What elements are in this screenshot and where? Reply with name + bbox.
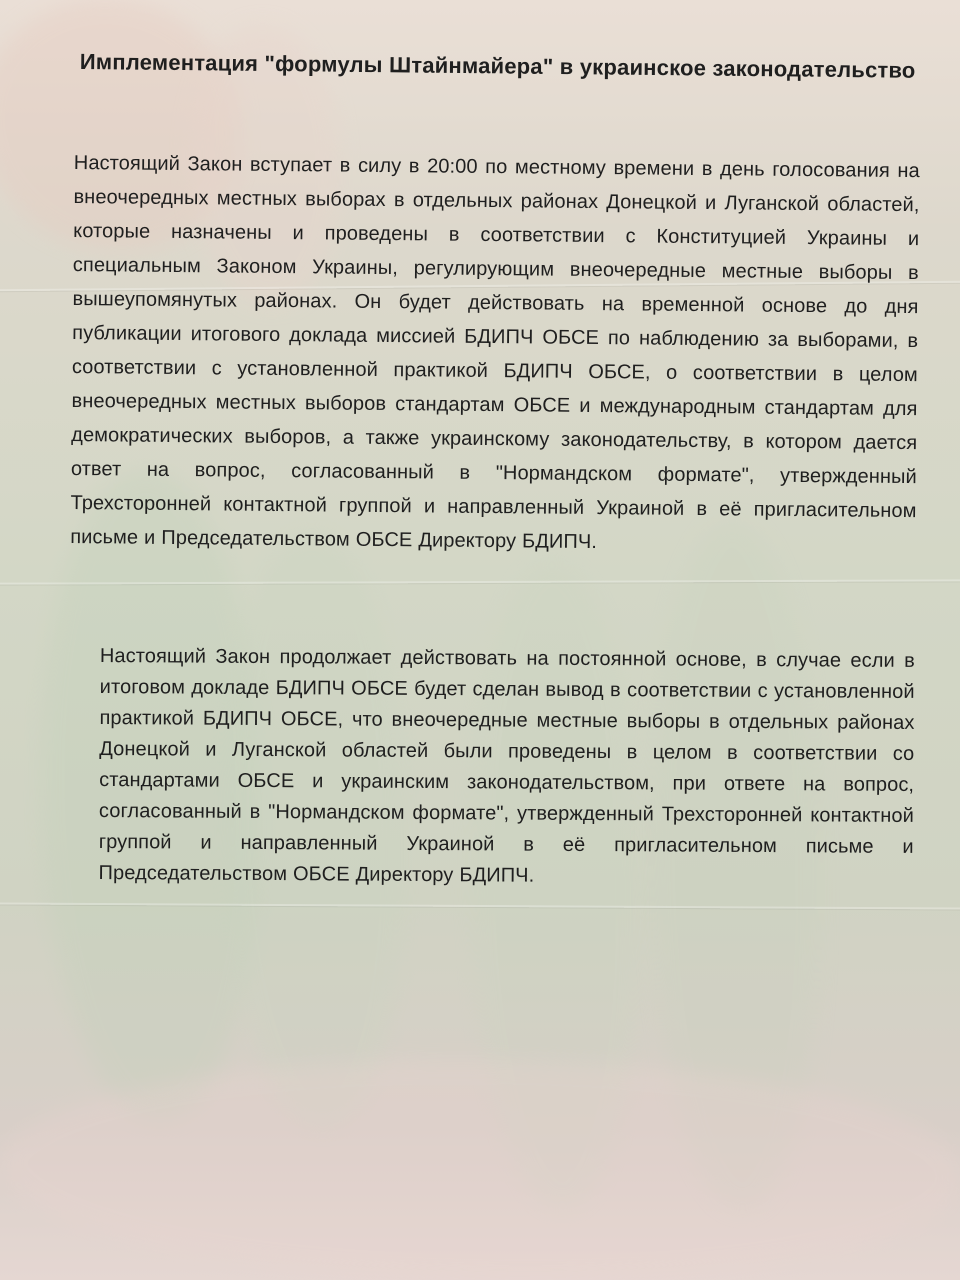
document-paragraph-1: Настоящий Закон вступает в силу в 20:00 по местному времени в день голосования на внеочередных местных выборах в отдельных районах Донецкой и Луганской областей, которые назначены и проведены в соответствии с Конституцией Украины и специальным Законом Украины, регулирующим внеочередные местные выборы в вышеупомянутых районах. Он будет действовать на временной основе до дня публикации итогового доклада миссией БДИПЧ ОБСЕ по наблюдению за выборами, в соответствии с установленной практикой БДИПЧ ОБСЕ, о соответствии в целом внеочередных местных выборов стандартам ОБСЕ и международным стандартам для демократических выборов, а также украинскому законодательству, в котором дается ответ на вопрос, согласованный в "Нормандском формате", утвержденный Трехсторонней контактной группой и направленный Украиной в её пригласительном письме и Председательством ОБСЕ Директору БДИПЧ. — [70, 151, 920, 554]
document-title: Имплементация "формулы Штайнмайера" в украинское законодательство — [79, 48, 916, 83]
document-paragraph-2: Настоящий Закон продолжает действовать на постоянной основе, в случае если в итоговом докладе БДИПЧ ОБСЕ будет сделан вывод в соответствии с установленной практикой БДИПЧ ОБСЕ, что внеочередные местные выборы в отдельных районах Донецкой и Луганской областей были проведены в целом в соответствии со стандартами ОБСЕ и украинским законодательством, при ответе на вопрос, согласованный в "Нормандском формате", утвержденный Трехсторонней контактной группой и направленный Украиной в её пригласительном письме и Председательством ОБСЕ Директору БДИПЧ. — [98, 644, 915, 887]
